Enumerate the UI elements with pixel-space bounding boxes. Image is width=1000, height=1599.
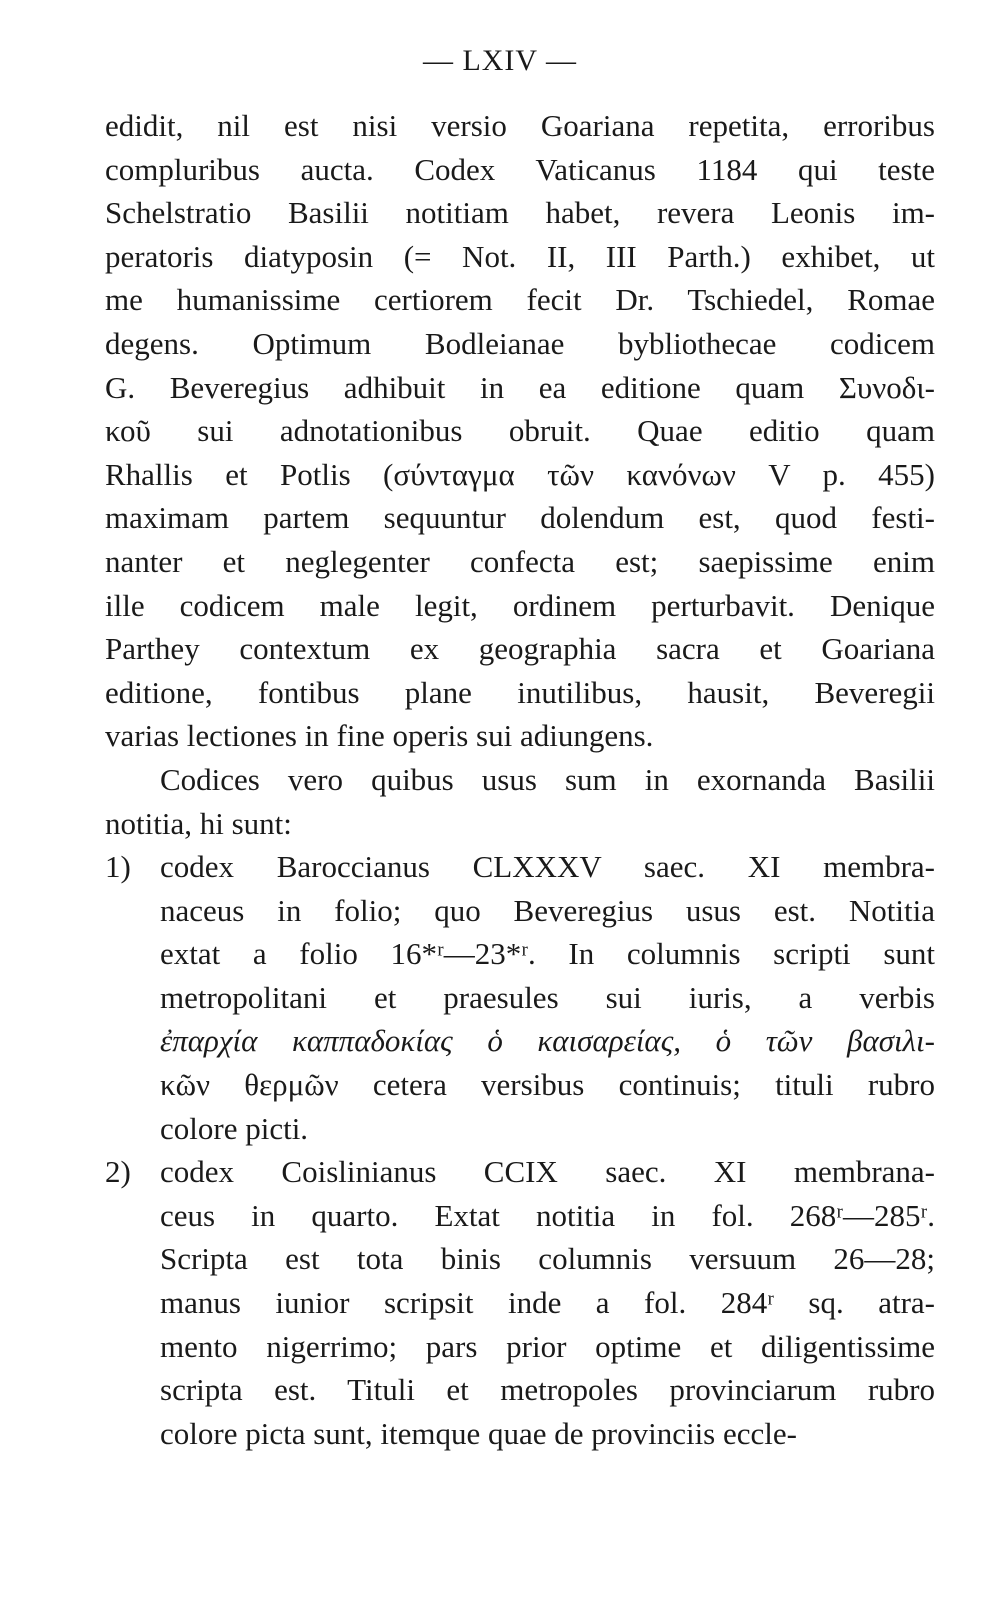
- list-item-line: extat a folio 16*ʳ—23*ʳ. In columnis scripti sunt: [160, 936, 935, 972]
- text-line: compluribus aucta. Codex Vaticanus 1184 qui teste: [105, 151, 935, 187]
- list-item-line: ceus in quarto. Extat notitia in fol. 268ʳ—285ʳ.: [160, 1197, 935, 1233]
- list-item-2: [105, 1150, 935, 1455]
- list-item-line: manus iunior scripsit inde a fol. 284ʳ sq. atra-: [160, 1285, 935, 1321]
- list-item-line: κῶν θερμῶν cetera versibus continuis; tituli rubro: [160, 1067, 935, 1103]
- page-header: — LXIV —: [422, 44, 578, 77]
- list-item-line: scripta est. Tituli et metropoles provinciarum rubro: [160, 1372, 935, 1408]
- list-item-line: ἐπαρχία καππαδοκίας ὁ καισαρείας, ὁ τῶν βασιλι-: [160, 1023, 935, 1059]
- list-item-number: 1): [105, 849, 131, 885]
- list-item-number: 2): [105, 1154, 131, 1190]
- text-line: G. Beveregius adhibuit in ea editione quam Συνοδι-: [105, 369, 935, 405]
- list-item-line: colore picti.: [160, 1110, 309, 1146]
- text-line: degens. Optimum Bodleianae bybliothecae codicem: [105, 325, 935, 361]
- text-line: Parthey contextum ex geographia sacra et Goariana: [105, 631, 935, 667]
- text-line: maximam partem sequuntur dolendum est, quod festi-: [105, 500, 935, 536]
- list-item-text: codex Baroccianus CLXXXV saec. XI membra-: [160, 849, 935, 885]
- list-item-line: colore picta sunt, itemque quae de provinciis eccle-: [160, 1415, 797, 1451]
- paragraph-2: [105, 758, 935, 845]
- text-line: Codices vero quibus usus sum in exornanda Basilii: [160, 761, 935, 797]
- text-line: notitia, hi sunt:: [105, 805, 292, 841]
- list-item-line: Scripta est tota binis columnis versuum 26—28;: [160, 1241, 935, 1277]
- text-line: Schelstratio Basilii notitiam habet, revera Leonis im-: [105, 195, 935, 231]
- body-text: [105, 104, 935, 1455]
- text-line: me humanissime certiorem fecit Dr. Tschiedel, Romae: [105, 282, 935, 318]
- list-item-text: codex Coislinianus CCIX saec. XI membrana-: [160, 1154, 935, 1190]
- list-item-line: [105, 845, 935, 889]
- list-item-1: [105, 845, 935, 1150]
- text-line: κοῦ sui adnotationibus obruit. Quae editio quam: [105, 413, 935, 449]
- text-line: Rhallis et Potlis (σύνταγμα τῶν κανόνων V p. 455): [105, 456, 935, 492]
- text-line: peratoris diatyposin (= Not. II, III Parth.) exhibet, ut: [105, 238, 935, 274]
- text-line: edidit, nil est nisi versio Goariana repetita, erroribus: [105, 108, 935, 143]
- list-item-line: metropolitani et praesules sui iuris, a verbis: [160, 979, 935, 1015]
- text-line: editione, fontibus plane inutilibus, hausit, Beveregii: [105, 674, 935, 710]
- list-item-line: [105, 1150, 935, 1194]
- list-item-line: naceus in folio; quo Beveregius usus est. Notitia: [160, 892, 935, 928]
- text-line: nanter et neglegenter confecta est; saepissime enim: [105, 543, 935, 579]
- text-line: ille codicem male legit, ordinem perturbavit. Denique: [105, 587, 935, 623]
- list-item-line: mento nigerrimo; pars prior optime et diligentissime: [160, 1328, 935, 1364]
- text-line: varias lectiones in fine operis sui adiungens.: [105, 718, 654, 754]
- paragraph-1: [105, 104, 935, 758]
